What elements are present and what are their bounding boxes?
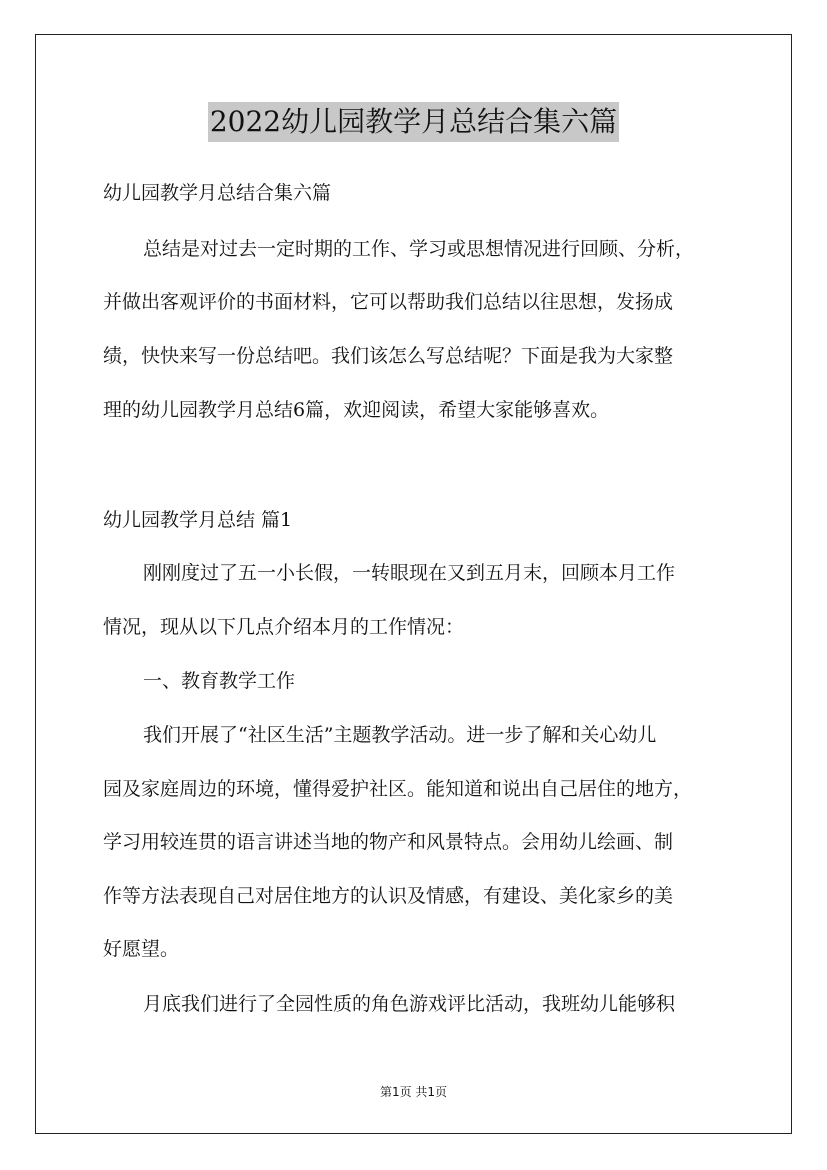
paragraph-line: 并做出客观评价的书面材料，它可以帮助我们总结以往思想，发扬成 — [103, 291, 674, 313]
paragraph-line: 绩，快快来写一份总结吧。我们该怎么写总结呢？下面是我为大家整 — [103, 345, 674, 367]
subsection-heading: 一、教育教学工作 — [143, 670, 296, 692]
page-footer: 第1页 共1页 — [379, 1085, 448, 1099]
paragraph-line: 月底我们进行了全园性质的角色游戏评比活动，我班幼儿能够积 — [143, 993, 676, 1015]
paragraph-line: 作等方法表现自己对居住地方的认识及情感，有建设、美化家乡的美 — [103, 885, 674, 907]
subtitle: 幼儿园教学月总结合集六篇 — [103, 182, 332, 204]
paragraph-line: 学习用较连贯的语言讲述当地的物产和风景特点。会用幼儿绘画、制 — [103, 831, 674, 853]
paragraph-line: 园及家庭周边的环境，懂得爱护社区。能知道和说出自己居住的地方， — [103, 778, 693, 800]
paragraph-line: 总结是对过去一定时期的工作、学习或思想情况进行回顾、分析， — [143, 238, 695, 260]
paragraph-line: 好愿望。 — [103, 938, 180, 960]
paragraph-line: 刚刚度过了五一小长假，一转眼现在又到五月末，回顾本月工作 — [143, 562, 676, 584]
section-heading: 幼儿园教学月总结 篇1 — [103, 509, 293, 531]
title-container — [0, 102, 827, 142]
document-title: 2022幼儿园教学月总结合集六篇 — [208, 102, 619, 142]
paragraph-line: 我们开展了“社区生活”主题教学活动。进一步了解和关心幼儿 — [143, 724, 657, 746]
paragraph-line: 情况，现从以下几点介绍本月的工作情况： — [103, 616, 465, 638]
paragraph-line: 理的幼儿园教学月总结6篇，欢迎阅读，希望大家能够喜欢。 — [103, 399, 610, 421]
